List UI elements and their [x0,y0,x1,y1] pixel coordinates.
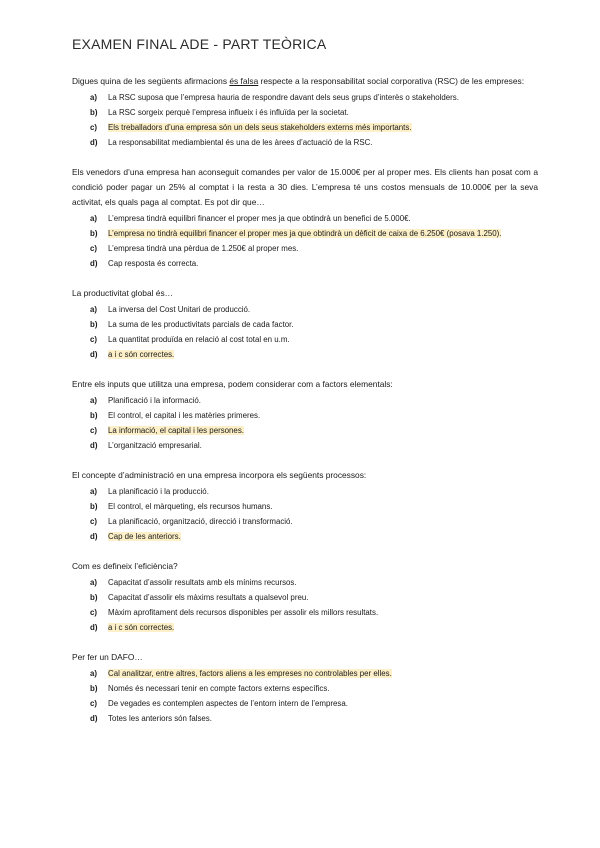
highlighted-answer-text: Els treballadors d’una empresa són un dels seus stakeholders externs més importants. [108,123,412,132]
question-4 [72,377,538,453]
option-letter: b) [90,320,98,329]
question-3-option-b [90,317,538,332]
question-3 [72,286,538,362]
question-5-option-b [90,499,538,514]
option-text: La quantitat produïda en relació al cost total en u.m. [108,335,290,344]
question-2-option-a [90,211,538,226]
question-7 [72,650,538,726]
question-2-option-b [90,226,538,241]
highlighted-answer-text: L’empresa no tindrà equilibri financer el proper mes ja que obtindrà un dèficit de caixa de 6.250€ (posava 1.250). [108,229,502,238]
question-7-option-b [90,681,538,696]
option-text: Totes les anteriors són falses. [108,714,212,723]
option-letter: b) [90,108,98,117]
question-2-stem: Els venedors d’una empresa han aconseguit comandes per valor de 15.000€ per al proper mes. Els clients han posat com a condició poder pagar un 25% al comptat i la resta a 30 dies. L’empresa té uns costos mensuals de 10.000€ per la seva activitat, els quals paga al comptat. Es pot dir que… [72,167,538,207]
question-3-option-c [90,332,538,347]
option-text: Capacitat d’assolir els màxims resultats a qualsevol preu. [108,593,309,602]
question-4-option-c [90,423,538,438]
question-5-options [72,484,538,544]
question-7-options [72,666,538,726]
option-text: Cap resposta és correcta. [108,259,199,268]
option-letter: c) [90,335,98,344]
question-3-option-a [90,302,538,317]
question-6-option-a [90,575,538,590]
option-text: Capacitat d’assolir resultats amb els mínims recursos. [108,578,297,587]
question-3-options [72,302,538,362]
option-letter: c) [90,608,98,617]
question-6-options [72,575,538,635]
question-1-option-b [90,105,538,120]
option-letter: d) [90,259,98,268]
highlighted-answer-text: Cal analitzar, entre altres, factors aliens a les empreses no controlables per elles. [108,669,392,678]
option-letter: d) [90,441,98,450]
option-text: De vegades es contemplen aspectes de l’entorn intern de l’empresa. [108,699,348,708]
option-letter: a) [90,669,98,678]
question-2-option-c [90,241,538,256]
question-2 [72,165,538,271]
option-letter: b) [90,502,98,511]
option-letter: a) [90,396,98,405]
option-letter: a) [90,93,98,102]
question-1 [72,74,538,150]
option-text: Màxim aprofitament dels recursos disponibles per assolir els millors resultats. [108,608,379,617]
option-text: La planificació i la producció. [108,487,209,496]
option-text: La responsabilitat mediambiental és una de les àrees d’actuació de la RSC. [108,138,373,147]
option-text: La RSC sorgeix perquè l’empresa influeix i és influïda per la societat. [108,108,349,117]
option-letter: c) [90,244,98,253]
option-letter: d) [90,714,98,723]
option-text: Planificació i la informació. [108,396,201,405]
option-text: La planificació, organització, direcció i transformació. [108,517,293,526]
question-1-stem-end: respecte a la responsabilitat social corporativa (RSC) de les empreses: [258,76,525,86]
option-text: El control, el màrqueting, els recursos humans. [108,502,273,511]
question-1-option-a [90,90,538,105]
option-letter: d) [90,350,98,359]
question-4-option-d [90,438,538,453]
question-1-option-d [90,135,538,150]
question-6-option-d [90,620,538,635]
question-7-stem: Per fer un DAFO… [72,652,143,662]
option-letter: b) [90,411,98,420]
question-1-option-c [90,120,538,135]
option-letter: a) [90,578,98,587]
question-4-options [72,393,538,453]
question-4-option-a [90,393,538,408]
question-7-option-c [90,696,538,711]
question-3-option-d [90,347,538,362]
highlighted-answer-text: La informació, el capital i les persones. [108,426,244,435]
option-letter: d) [90,532,98,541]
option-letter: c) [90,517,98,526]
question-4-stem: Entre els inputs que utilitza una empresa, podem considerar com a factors elementals: [72,379,393,389]
option-text: La inversa del Cost Unitari de producció. [108,305,251,314]
highlighted-answer-text: a i c són correctes. [108,623,175,632]
option-letter: c) [90,426,98,435]
question-1-stem [72,74,538,89]
question-2-option-d [90,256,538,271]
question-5 [72,468,538,544]
highlighted-answer-text: Cap de les anteriors. [108,532,181,541]
option-text: La suma de les productivitats parcials de cada factor. [108,320,294,329]
option-letter: b) [90,593,98,602]
option-text: El control, el capital i les matèries primeres. [108,411,261,420]
question-2-options [72,211,538,271]
option-letter: d) [90,138,98,147]
question-1-options [72,90,538,150]
question-3-stem: La productivitat global és… [72,288,174,298]
option-text: Només és necessari tenir en compte factors externs específics. [108,684,330,693]
option-text: L’empresa tindrà equilibri financer el proper mes ja que obtindrà un benefici de 5.000€. [108,214,411,223]
option-letter: c) [90,699,98,708]
question-1-stem-underline: és falsa [229,76,259,86]
question-5-option-a [90,484,538,499]
question-6-option-b [90,590,538,605]
option-letter: a) [90,305,98,314]
option-letter: a) [90,487,98,496]
question-1-stem-start: Digues quina de les següents afirmacions [72,76,230,86]
highlighted-answer-text: a i c són correctes. [108,350,175,359]
question-5-stem: El concepte d’administració en una empresa incorpora els següents processos: [72,470,367,480]
question-7-option-d [90,711,538,726]
question-6 [72,559,538,635]
option-text: L’organització empresarial. [108,441,202,450]
option-text: La RSC suposa que l’empresa hauria de respondre davant dels seus grups d’interès o stakeholders. [108,93,459,102]
option-letter: b) [90,684,98,693]
question-6-stem: Com es defineix l’eficiència? [72,561,178,571]
option-text: L’empresa tindrà una pèrdua de 1.250€ al proper mes. [108,244,299,253]
option-letter: a) [90,214,98,223]
page-title: EXAMEN FINAL ADE - PART TEÒRICA [72,36,327,52]
option-letter: c) [90,123,98,132]
option-letter: d) [90,623,98,632]
question-4-option-b [90,408,538,423]
question-5-option-c [90,514,538,529]
option-letter: b) [90,229,98,238]
question-7-option-a [90,666,538,681]
question-6-option-c [90,605,538,620]
question-5-option-d [90,529,538,544]
